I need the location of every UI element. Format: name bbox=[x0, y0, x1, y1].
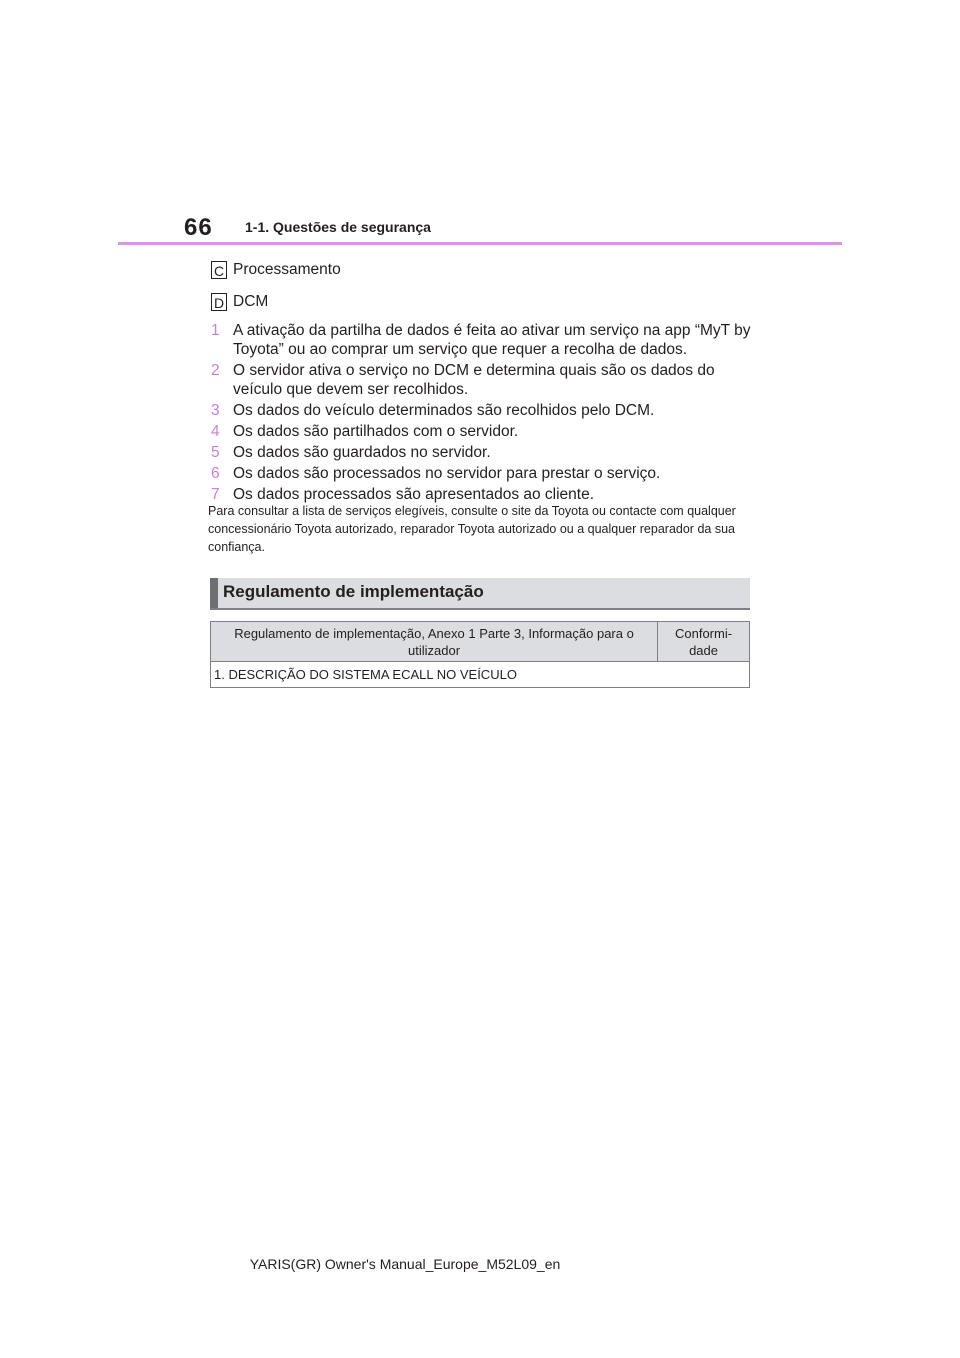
step-text: Os dados processados são apresentados ao cliente. bbox=[233, 486, 595, 503]
list-item bbox=[211, 422, 751, 441]
list-item bbox=[211, 361, 751, 399]
label-item-d bbox=[211, 293, 268, 311]
list-item bbox=[211, 321, 751, 359]
list-item bbox=[211, 443, 751, 462]
table-row bbox=[211, 662, 750, 688]
step-number: 1 bbox=[211, 322, 220, 339]
info-note: Para consultar a lista de serviços elegíveis, consulte o site da Toyota ou contacte com qualquer concessionário Toyota autorizado, reparador Toyota autorizado ou a qualquer reparador da sua confiança. bbox=[208, 504, 736, 554]
section-heading: Regulamento de implementação bbox=[223, 582, 484, 601]
table-header-row bbox=[211, 622, 750, 662]
step-number: 5 bbox=[211, 444, 220, 461]
step-list bbox=[211, 321, 751, 506]
header-rule bbox=[118, 242, 842, 245]
column-header-regulation: Regulamento de implementação, Anexo 1 Parte 3, Informação para o utilizador bbox=[211, 622, 658, 662]
step-text: Os dados são processados no servidor para prestar o serviço. bbox=[233, 465, 661, 482]
label-letter-box: C bbox=[211, 261, 227, 279]
step-number: 4 bbox=[211, 423, 220, 440]
step-number: 3 bbox=[211, 402, 220, 419]
table-cell: 1. DESCRIÇÃO DO SISTEMA ECALL NO VEÍCULO bbox=[211, 662, 750, 688]
list-item bbox=[211, 464, 751, 483]
step-text: O servidor ativa o serviço no DCM e determina quais são os dados do veículo que devem ser recolhidos. bbox=[233, 362, 715, 398]
footer-text: YARIS(GR) Owner's Manual_Europe_M52L09_en bbox=[249, 1256, 561, 1272]
step-number: 6 bbox=[211, 465, 220, 482]
label-letter-box: D bbox=[211, 293, 227, 311]
section-heading-bar bbox=[210, 578, 750, 610]
step-text: A ativação da partilha de dados é feita ao ativar um serviço na app “MyT by Toyota” ou ao comprar um serviço que requer a recolha de dados. bbox=[233, 322, 751, 358]
heading-accent bbox=[210, 578, 218, 608]
step-text: Os dados são guardados no servidor. bbox=[233, 444, 491, 461]
step-number: 2 bbox=[211, 362, 220, 379]
step-text: Os dados do veículo determinados são recolhidos pelo DCM. bbox=[233, 402, 655, 419]
label-item-c bbox=[211, 261, 341, 279]
step-text: Os dados são partilhados com o servidor. bbox=[233, 423, 519, 440]
regulation-table bbox=[210, 621, 750, 688]
list-item bbox=[211, 401, 751, 420]
page-number: 66 bbox=[184, 214, 213, 241]
label-text: DCM bbox=[233, 293, 269, 310]
step-number: 7 bbox=[211, 486, 220, 503]
section-title: 1-1. Questões de segurança bbox=[245, 219, 431, 235]
column-header-conformity: Conformi-dade bbox=[658, 622, 750, 662]
label-text: Processamento bbox=[233, 261, 341, 278]
